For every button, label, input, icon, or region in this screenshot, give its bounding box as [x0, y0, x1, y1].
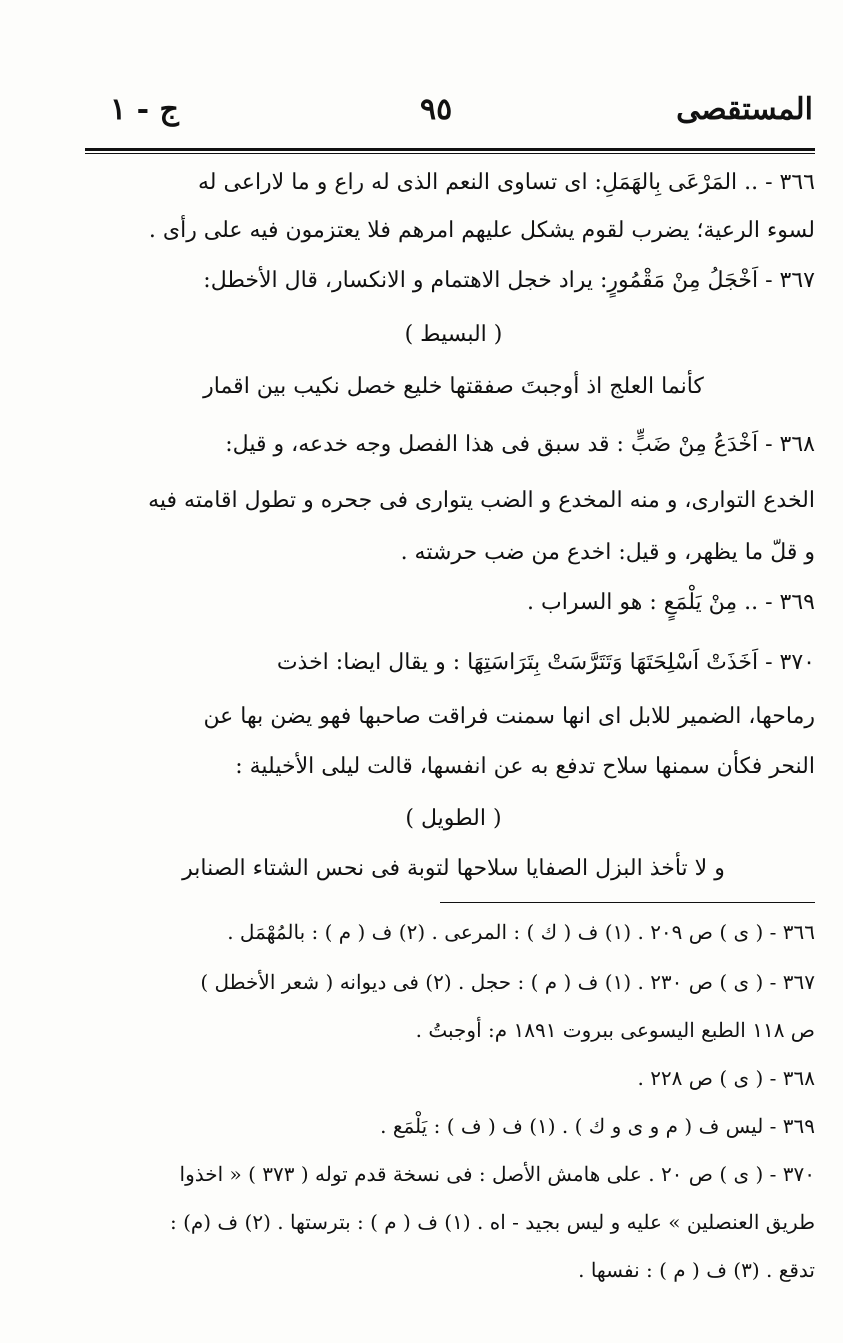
footnote-370-line-3: تدقع . (٣) ف ( م ) : نفسها .: [578, 1258, 815, 1282]
footnote-370-line-2: طريق العنصلين » عليه و ليس بجيد - اه . (١) ف ( م ) : بترستها . (٢) ف (م) :: [169, 1210, 815, 1234]
entry-370-verse: و لا تأخذ البزل الصفايا سلاحها لتوبة فى نحس الشتاء الصنابر: [182, 856, 725, 881]
footnote-370-line-1: ٣٧٠ - ( ى ) ص ٢٠ . على هامش الأصل : فى نسخة قدم توله ( ٣٧٣ ) « اخذوا: [179, 1162, 815, 1186]
entry-368-line-1: ٣٦٨ - اَخْدَعُ مِنْ ضَبٍّ : قد سبق فى هذا الفصل وجه خدعه، و قيل:: [225, 432, 815, 457]
footnote-366: ٣٦٦ - ( ى ) ص ٢٠٩ . (١) ف ( ك ) : المرعى . (٢) ف ( م ) : بالمُهْمَل .: [227, 920, 815, 944]
book-title: المستقصى: [676, 92, 813, 127]
entry-370-line-2: رماحها، الضمير للابل اى انها سمنت فراقت صاحبها فهو يضن بها عن: [203, 704, 815, 729]
entry-368-line-2: الخدع التوارى، و منه المخدع و الضب يتوارى فى جحره و تطول اقامته فيه: [148, 488, 815, 513]
footnote-rule: [440, 902, 815, 903]
entry-366-line-1: ٣٦٦ - .. المَرْعَى بِالهَمَلِ: اى تساوى النعم الذى له راع و ما لاراعى له: [197, 170, 815, 195]
footnote-367-line-2: ص ١١٨ الطبع اليسوعى ببروت ١٨٩١ م: أوجبتُ .: [415, 1018, 815, 1042]
footnote-368: ٣٦٨ - ( ى ) ص ٢٢٨ .: [637, 1066, 815, 1090]
entry-366-line-2: لسوء الرعية؛ يضرب لقوم يشكل عليهم امرهم فلا يعتزمون فيه على رأى .: [148, 218, 815, 243]
volume-label: ج - ١: [110, 92, 179, 127]
footnote-367-line-1: ٣٦٧ - ( ى ) ص ٢٣٠ . (١) ف ( م ) : حجل . (٢) فى ديوانه ( شعر الأخطل ): [200, 970, 815, 994]
entry-368-line-3: و قلّ ما يظهر، و قيل: اخدع من ضب حرشته .: [400, 540, 815, 565]
entry-367-verse: كأنما العلج اذ أوجبتَ صفقتها خليع خصل نكيب بين اقمار: [203, 374, 704, 399]
entry-370-line-1: ٣٧٠ - اَخَذَتْ اَسْلِحَتَهَا وَتَتَرَّسَتْ بِتَرَاسَتِهَا : و يقال ايضا: اخذت: [276, 650, 815, 675]
footnote-369: ٣٦٩ - ليس ف ( م و ى و ك ) . (١) ف ( ف ) : يَلْمَع .: [380, 1114, 815, 1138]
header-rule-thin: [85, 153, 815, 154]
page-number: ٩٥: [420, 92, 453, 127]
header-rule: [85, 148, 815, 151]
page-header: [90, 88, 813, 144]
entry-367-line-1: ٣٦٧ - اَخْجَلُ مِنْ مَقْمُورٍ: يراد خجل الاهتمام و الانكسار، قال الأخطل:: [203, 268, 815, 293]
entry-370-meter: ( الطويل ): [405, 806, 502, 831]
entry-369-line-1: ٣٦٩ - .. مِنْ يَلْمَعٍ : هو السراب .: [527, 590, 815, 615]
entry-370-line-3: النحر فكأن سمنها سلاح تدفع به عن انفسها، قالت ليلى الأخيلية :: [235, 754, 815, 779]
entry-367-meter: ( البسيط ): [404, 322, 503, 347]
